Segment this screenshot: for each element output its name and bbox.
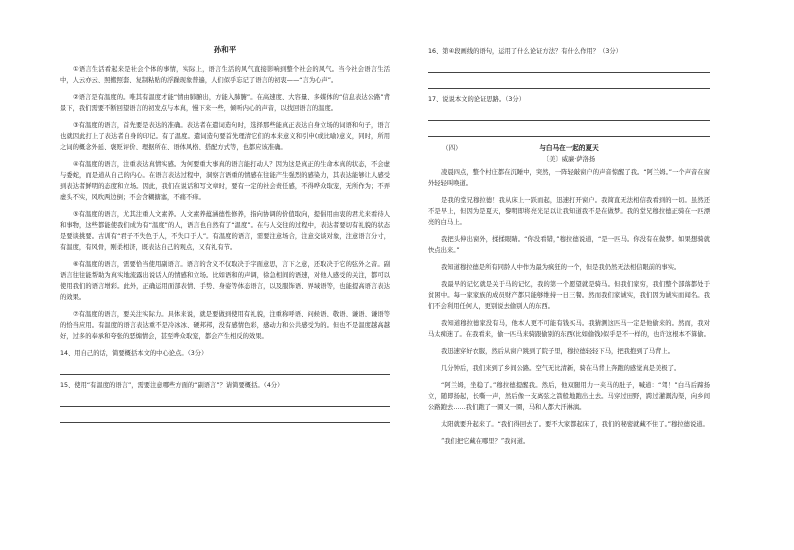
- answer-line: [428, 62, 710, 73]
- story-paragraph: 我迅速穿好衣服，然后从窗户跳到了院子里，穆拉德轻轻下马，把我抱到了马背上。: [441, 348, 674, 355]
- paragraph-4: ④有温度的语言，注重表达真情实感。为何要重大事真的语言能打动人？因为这是真正的生命本真的状态，不会虚与委蛇，而是道从自己的内心。在语言表达过程中，洞察言语重的情感在往能产生强烈的感染力，其表达能够让人感受到表达者鲜明的态度和立场。因此，我们在说话和写文章时，要有一定的社会责任感，不得哗众取宠，无所作为；不弄虚头不实，风吹两边倒；不会含糊搪塞，不痛不痒。: [60, 161, 390, 201]
- story-author: 〔美〕威廉·萨洛扬: [542, 156, 596, 163]
- story-paragraph: 凌晨四点，整个村庄都在沉睡中，突然，一阵轻敲窗户的声音惊醒了我。“阿兰姆。”一个声音在窗外轻轻叫唤道。: [428, 169, 710, 187]
- story-title: 与白马在一起的夏天: [539, 144, 599, 152]
- right-column: [428, 44, 710, 453]
- story-paragraph: “阿兰姆，坐稳了。”穆拉德提醒我。然后，他双腿用力一夹马的肚子，喊道：“驾！”白马后蹄扬立，随即扬起，长嘶一声，然后像一支离弦之箭般地跑出土去。马穿过田野，跨过灌溉沟渠，向乡间公路跑去……我们跑了一圈又一圈，马和人都大汗淋漓。: [428, 382, 710, 411]
- paragraph-5: ⑤有温度的语言，尤其注重人文素养。人文素养蕴涵德性修养，指向协调的价值取向，提倡用由衷的君尤来看待人和事物，这些都能使我们成为有“温度”的人，语言也自然有了“温度”。在与人交往的过程中，表达者要切有礼貌的状态是要谈挑要。古训有“君子不失色于人，不失口于人”。有温度的语言，需要注意场合，注意交谈对象，注意语言分寸，有温度，有风骨，刚柔相济，既表达自己的观点，又有礼有节。: [60, 211, 390, 251]
- paragraph-7: ⑦有温度的语言，要关注实际力。具体来说，就是要做到使用有礼貌，注重称呼语、问候语、敬语、谦语、谦语等的恰当应用。有温度的语言表达重不是冷冰冰、硬邦邦，没有感情色彩，感动力和公共感受为的。但也不是温度越高越好，过多的奉承和夸张的恶煽情会，甚至哗众取宠，都会产生相反的效果。: [60, 311, 390, 340]
- paragraph-2: ②语言是有温度的。唯其有温度才能“情由肺腑出，方能入肺腑”。在高速度、大容量、多媒体的“信息表达公路”背景下，我们需要不断回望语言的初发点与本真，慢下来一些，倾听内心的声音，以找回语言的温度。: [60, 94, 390, 112]
- answer-line: [60, 396, 390, 407]
- answer-line: [60, 412, 390, 423]
- question-14: 14、用自己的话，简要概括本文的中心论点。（3分）: [60, 350, 208, 357]
- answer-line: [60, 364, 390, 375]
- question-15: 15、使用“有温度的语言”，需要注意哪些方面的“副语言”？请简要概括。（4分）: [60, 382, 284, 389]
- story-paragraph: 我知道穆拉德是所有同龄人中作为最为疯狂的一个，但是我仍然无法相信眼前的事实。: [441, 264, 681, 271]
- story-paragraph: 我把头伸出窗外，揉揉眼睛。“你没看错，”穆拉德说道，“是一匹马。你没有在做梦。如果想骑就快点出来。”: [428, 236, 710, 254]
- section-number: （四）: [442, 144, 462, 152]
- question-17: 17、说说本文的论证思路。（3分）: [428, 96, 526, 103]
- paragraph-3: ③有温度的语言，首先要是表达的准确。表达者在遣词造句时，选择那些能真正表达自身立场的词语和句子，语言也就因此打上了表达者自身的印记。有了温度。遣词造句要首先理清它们的本来意义和引申(或比喻)意义，同时，所用之词的概念外延、褒贬评价、理据所在、语体风格、搭配方式等，也都应该准确。: [60, 122, 390, 151]
- story-paragraph: 我最早的记忆就是关于马的记忆，我的第一个愿望就是骑马。但我们家穷，我们整个部落都处于贫困中。每一家家族的成员财产都只能够维持一日三餐。然而我们家诚实，我们因为诚实而闻名。我们不会利用任何人，更别说去偷别人的东西。: [428, 281, 710, 310]
- question-16: 16、第④段画线的语句，运用了什么论证方法？有什么作用？（3分）: [428, 48, 622, 55]
- answer-line: [428, 126, 710, 137]
- article-title: 孙和平: [213, 45, 237, 54]
- paragraph-1: ①语言生活看起来是社会个体的事情，实际上，语言生活的风气直接影响到整个社会的风气。当今社会语言生活中，人云亦云、照搬照套、复制粘贴的浮躁现象普遍，人们似乎忘记了语言的初衷——“言为心声”。: [60, 66, 390, 84]
- answer-line: [428, 110, 710, 121]
- story-paragraph: 几分钟后，我们来到了乡间公路。空气无比清新，骑在马背上奔跑的感觉真是美极了。: [441, 365, 681, 372]
- left-column: [60, 44, 390, 428]
- story-paragraph: 是我的堂兄穆拉德！我从床上一跃而起，迅速打开窗户。我简直无法相信我看到的一切。虽然还不是早上，但因为是夏天，黎明即将亮光足以让我知道我不是在做梦。我的堂兄穆拉德正骑在一匹漂亮的白马上。: [428, 197, 710, 226]
- paragraph-6: ⑥有温度的语言，需要恰当使用副语言。语言的含义不仅取决于字面意思，言下之意，还取决于它的弦外之音。副语言往往能帮助为真实地流露出说话人的情感和立场。比如语和的声调，徐急相间的语速，对他人感受的关注，都可以使用我们的语言增彩。此外，正确运用面部表情、手势、身姿等体态语言，以及服饰语、界域语等，也能提高语言表达的效果。: [60, 261, 390, 301]
- story-paragraph: “我们把它藏在哪里？”我问道。: [441, 438, 530, 445]
- story-paragraph: 太阳就要升起来了。“我们得回去了。要不大家都起床了，我们的秘密就藏不住了。”穆拉德说道。: [441, 421, 709, 428]
- story-paragraph: 我知道穆拉德家没有马，他本人更不可能有钱买马。我猜测这匹马一定是他偷来的。然而，我对马太痴迷了。在我看来，偷一匹马来骑跟偷别的东西(比如偷钱)似乎是不一样的，也许这根本不算偷。: [428, 320, 710, 338]
- section-header: [428, 142, 710, 154]
- answer-line: [428, 78, 710, 89]
